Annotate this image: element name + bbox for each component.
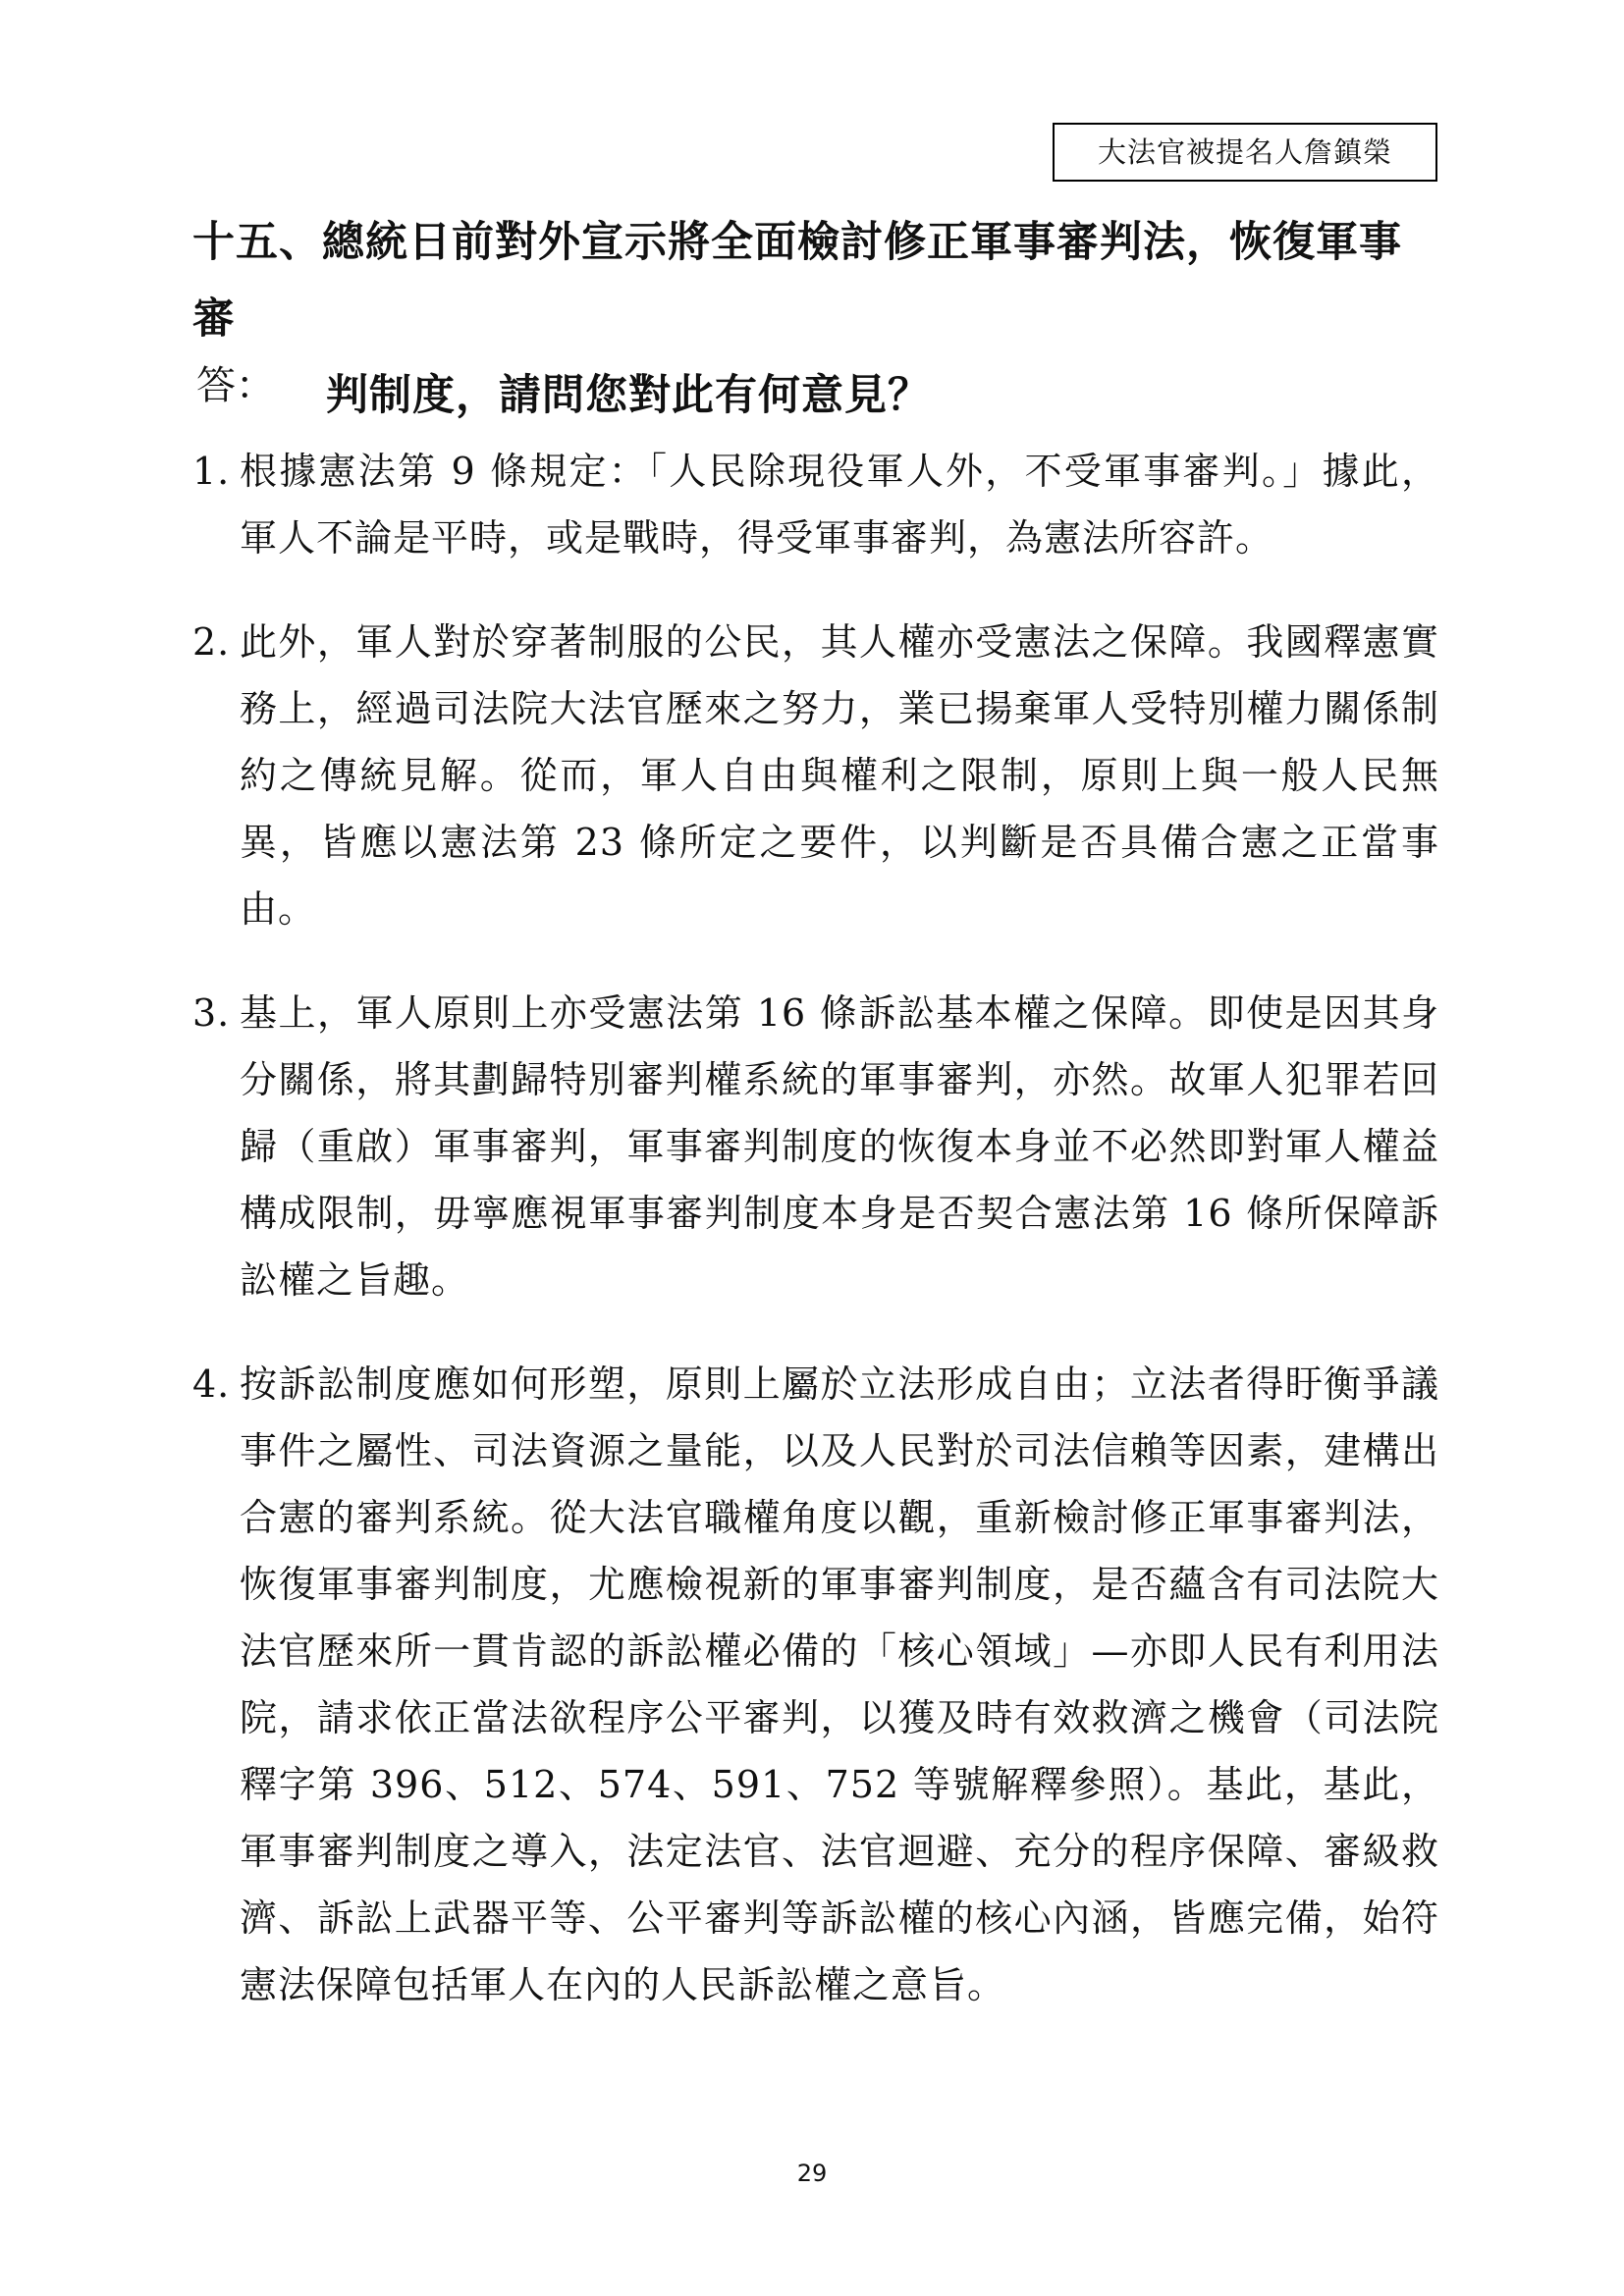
page-number: 29 — [796, 2160, 828, 2187]
answer-item — [192, 1351, 1439, 2018]
nominee-header-box — [1053, 123, 1437, 182]
question-text-line-2: 判制度，請問您對此有何意見？ — [326, 371, 931, 420]
answer-item-number: 4. — [192, 1362, 231, 1406]
question-text-line-1: 總統日前對外宣示將全面檢討修正軍事審判法，恢復軍事審 — [192, 218, 1402, 344]
nominee-label: 大法官被提名人詹鎮榮 — [1097, 135, 1392, 169]
question-heading — [192, 204, 1439, 434]
answer-item-number: 3. — [192, 991, 231, 1035]
answer-item-text: 基上，軍人原則上亦受憲法第 16 條訴訟基本權之保障。即使是因其身分關係，將其劃歸特別審判權系統的軍事審判，亦然。故軍人犯罪若回歸（重啟）軍事審判，軍事審判制度的恢復本身並不必然即對軍人權益構成限制，毋寧應視軍事審判制度本身是否契合憲法第 16 條所保障訴訟權之旨趣。 — [240, 991, 1439, 1302]
answer-item-text: 根據憲法第 9 條規定：「人民除現役軍人外，不受軍事審判。」據此，軍人不論是平時，或是戰時，得受軍事審判，為憲法所容許。 — [240, 450, 1439, 560]
answer-list — [192, 438, 1439, 2056]
answer-item-number: 2. — [192, 620, 231, 664]
answer-item-text: 此外，軍人對於穿著制服的公民，其人權亦受憲法之保障。我國釋憲實務上，經過司法院大法官歷來之努力，業已揚棄軍人受特別權力關係制約之傳統見解。從而，軍人自由與權利之限制，原則上與一般人民無異，皆應以憲法第 23 條所定之要件，以判斷是否具備合憲之正當事由。 — [240, 620, 1439, 931]
answer-item-text: 按訴訟制度應如何形塑，原則上屬於立法形成自由；立法者得盱衡爭議事件之屬性、司法資源之量能，以及人民對於司法信賴等因素，建構出合憲的審判系統。從大法官職權角度以觀，重新檢討修正軍事審判法，恢復軍事審判制度，尤應檢視新的軍事審判制度，是否蘊含有司法院大法官歷來所一貫肯認的訴訟權必備的「核心領域」—亦即人民有利用法院，請求依正當法欲程序公平審判，以獲及時有效救濟之機會（司法院釋字第 396、512、574、591、752 等號解釋參照）。基此，基此，軍事審判制度之導入，法定法官、法官迴避、充分的程序保障、審級救濟、訴訟上武器平等、公平審判等訴訟權的核心內涵，皆應完備，始符憲法保障包括軍人在內的人民訴訟權之意旨。 — [240, 1362, 1439, 2006]
answer-item — [192, 980, 1439, 1313]
question-line-1 — [192, 204, 1439, 357]
answer-item — [192, 609, 1439, 942]
question-number: 十五、 — [192, 218, 322, 267]
answer-item — [192, 438, 1439, 571]
answer-label: 答： — [196, 363, 275, 408]
answer-item-number: 1. — [192, 450, 231, 493]
